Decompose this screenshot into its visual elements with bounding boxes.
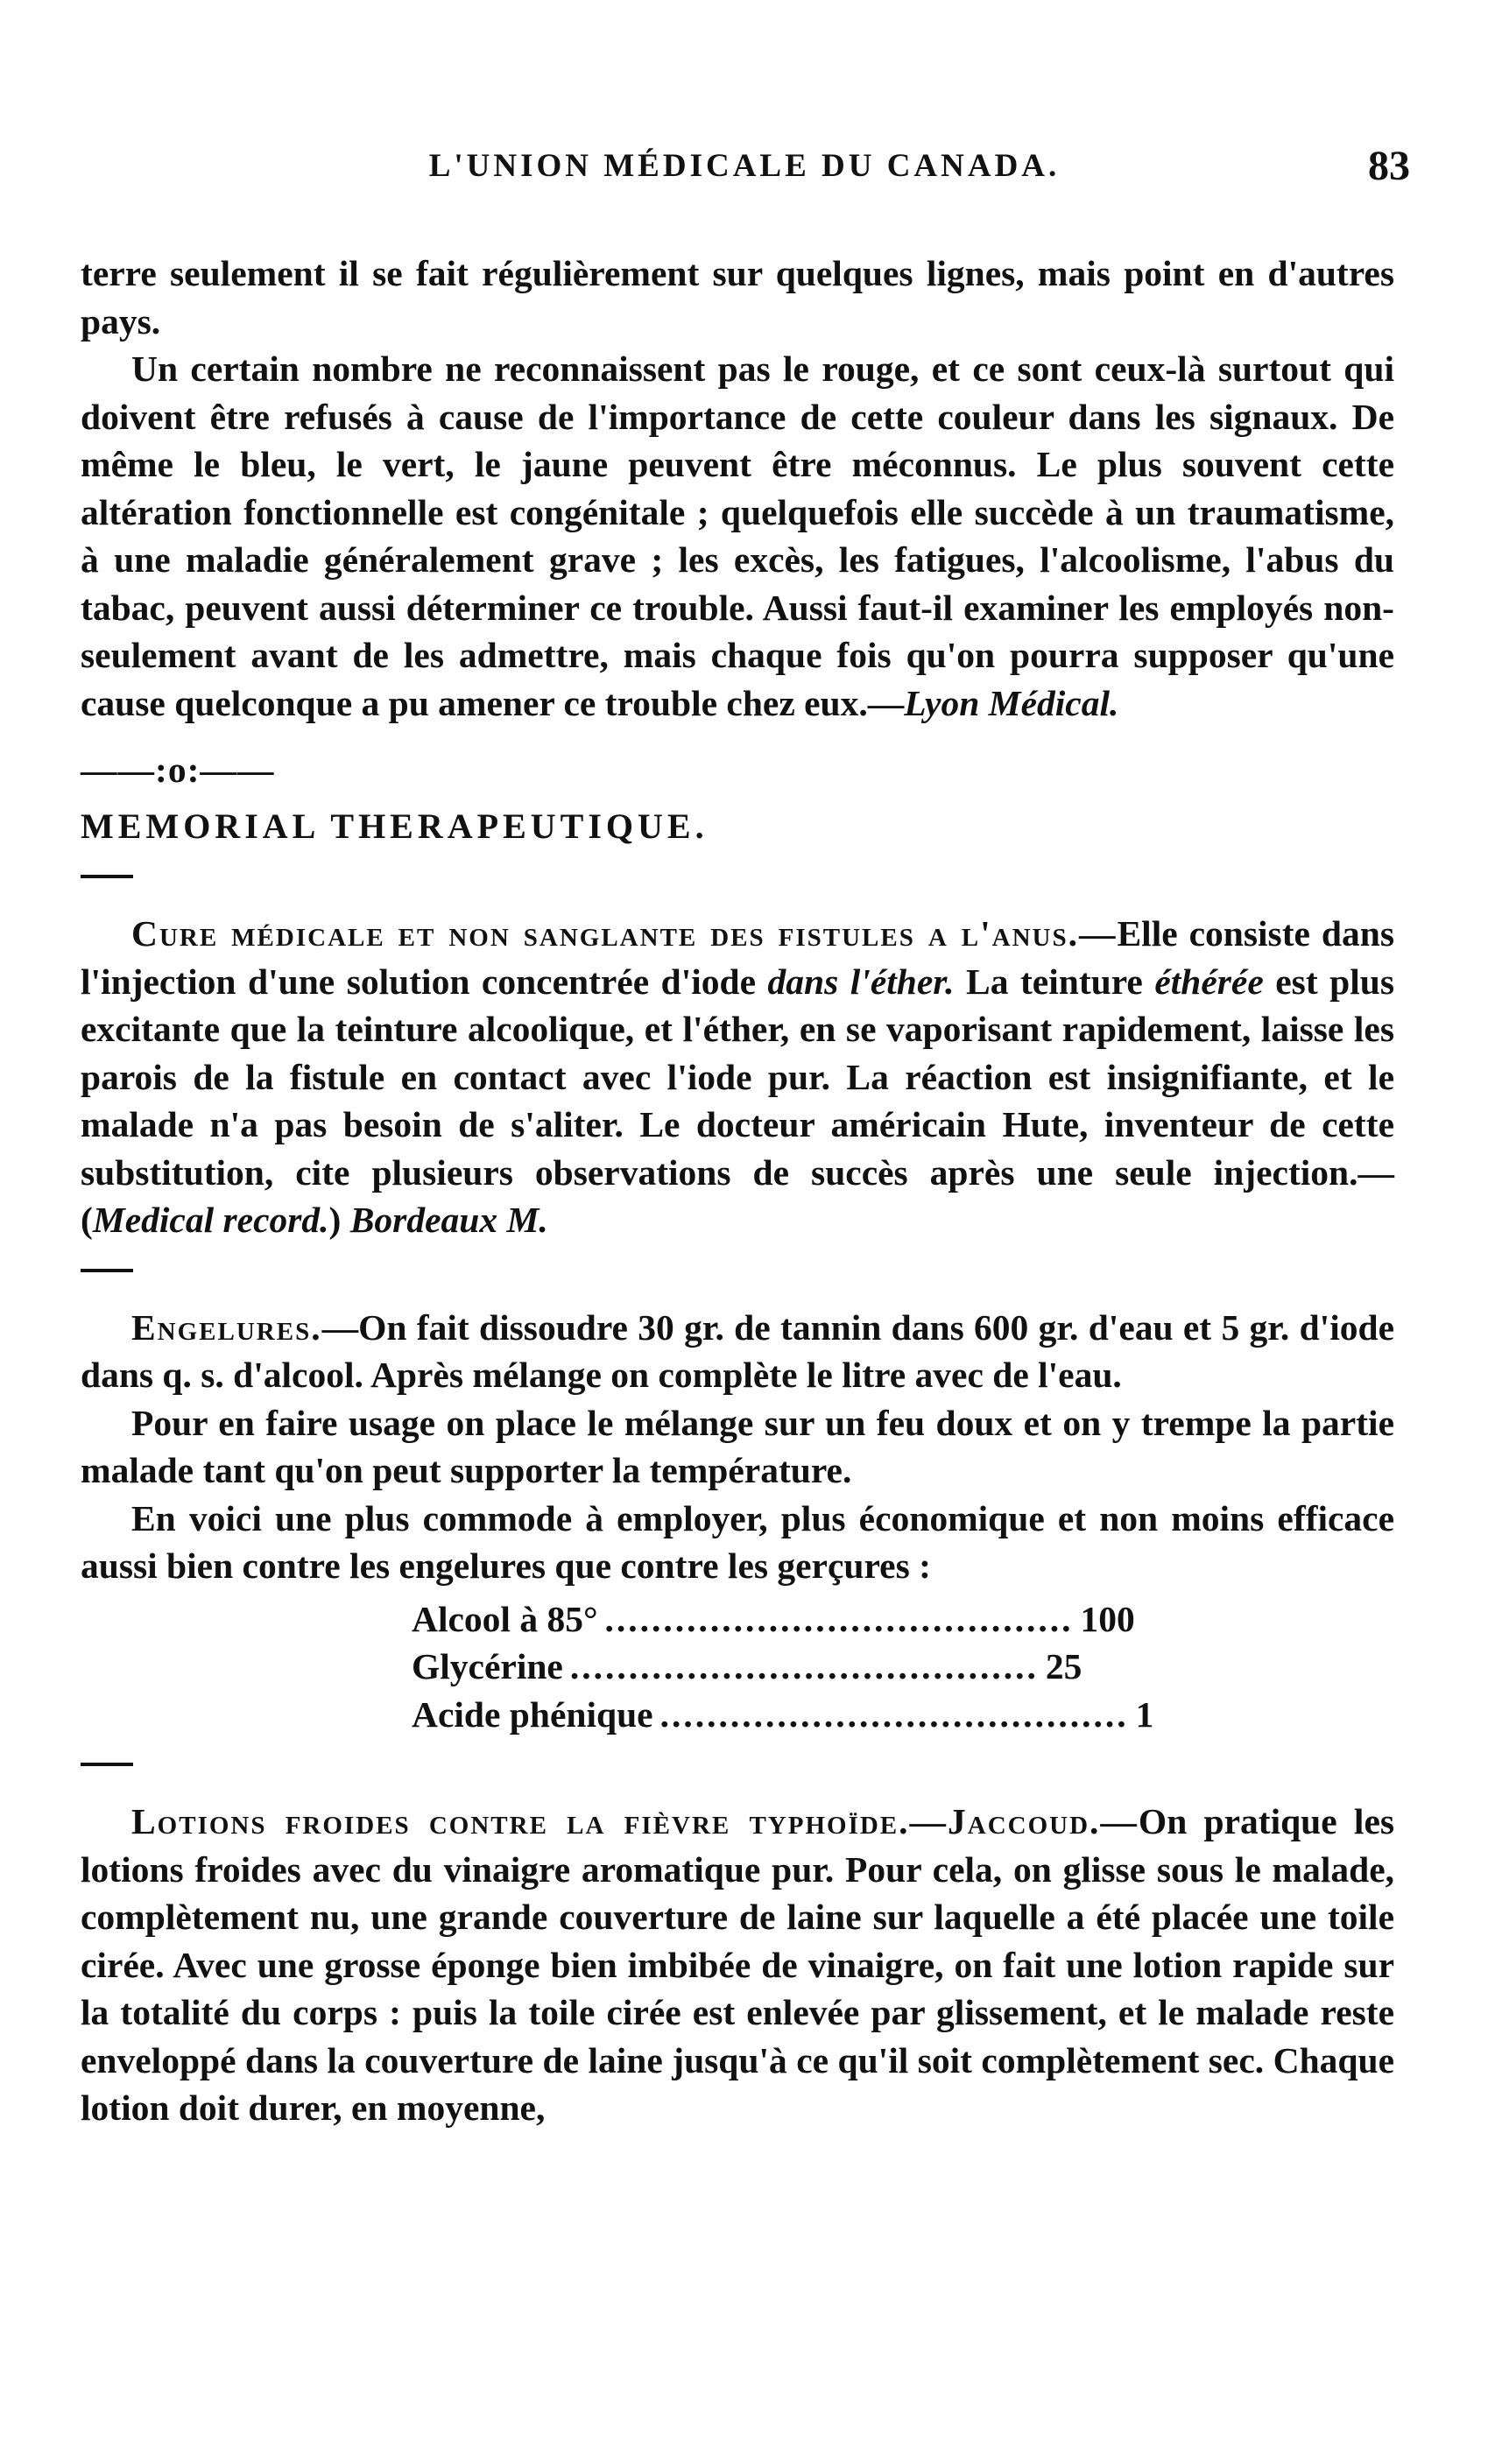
source-citation: Medical record.: [92, 1200, 329, 1240]
leader-dots: ........................................: [604, 1598, 1074, 1639]
recipe-list: [412, 1595, 1154, 1739]
recipe-ingredient: Acide phénique: [412, 1693, 653, 1735]
article-paragraph: Pour en faire usage on place le mélange sur un feu doux et on y trempe la partie malade tant qu'on peut supporter la température.: [81, 1402, 1394, 1490]
article-title: Engelures.: [131, 1306, 322, 1348]
article-italic: dans l'éther.: [767, 961, 955, 1002]
recipe-ingredient: Alcool à 85°: [412, 1598, 598, 1639]
leader-dots: ........................................: [659, 1693, 1129, 1735]
leader-dots: ........................................: [569, 1646, 1039, 1686]
paragraph-continuation: terre seulement il se fait régulièrement sur quelques lignes, mais point en d'autres pays.: [81, 253, 1394, 341]
article-engelures: [81, 1304, 1394, 1399]
article-italic: éthérée: [1154, 961, 1264, 1002]
divider: [81, 1250, 1394, 1285]
article-paragraph: En voici une plus commode à employer, plus économique et non moins efficace aussi bien contre les engelures que contre les gerçures :: [81, 1497, 1394, 1586]
article-text: —On fait dissoudre 30 gr. de tannin dans 600 gr. d'eau et 5 gr. d'iode dans q. s. d'alcool. Après mélange on complète le litre avec de l'eau.: [81, 1306, 1394, 1395]
recipe-quantity: 100: [1080, 1598, 1135, 1639]
divider: [81, 1743, 1394, 1778]
article-lotions: [81, 1798, 1394, 2132]
recipe-quantity: 25: [1045, 1646, 1082, 1686]
recipe-ingredient: Glycérine: [412, 1646, 563, 1686]
recipe-quantity: 1: [1135, 1693, 1154, 1735]
recipe-row: [412, 1643, 1082, 1691]
recipe-row: [412, 1691, 1154, 1739]
recipe-row: [412, 1595, 1135, 1644]
article-text: Elle consiste dans l'injection d'une solution concentrée d'iode: [81, 913, 1394, 1002]
separator: ——:o:——: [81, 750, 275, 790]
source-citation: Lyon Médical.: [904, 682, 1119, 723]
article-text: est plus excitante que la teinture alcoolique, et l'éther, en se vaporisant rapidement, laisse les parois de la fistule en contact avec l'iode pur. La réaction est insignifiante, et le malade n'a pas besoin de s'aliter. Le docteur américain Hute, inventeur de cette substitution, cite plusieurs observations de succès après une seule injection.—(: [81, 961, 1394, 1240]
article-text: On pratique les lotions froides avec du vinaigre aromatique pur. Pour cela, on glisse sous le malade, complètement nu, une grande couverture de laine sur laquelle a été placée une toile cirée. Avec une grosse éponge bien imbibée de vinaigre, on fait une lotion rapide sur la totalité du corps : puis la toile cirée est enlevée par glissement, et le malade reste enveloppé dans la couverture de laine jusqu'à ce qu'il soit complètement sec. Chaque lotion doit durer, en moyenne,: [81, 1801, 1395, 2128]
article-text: La teinture: [954, 961, 1155, 1002]
article-text: ): [328, 1200, 350, 1240]
paragraph-color-blindness: [81, 345, 1394, 727]
paragraph-text: Un certain nombre ne reconnaissent pas le rouge, et ce sont ceux-là surtout qui doivent être refusés à cause de l'importance de cette couleur dans les signaux. De même le bleu, le vert, le jaune peuvent être méconnus. Le plus souvent cette altération fonctionnelle est congénitale ; quelquefois elle succède à un traumatisme, à une maladie généralement grave ; les excès, les fatigues, l'alcoolisme, l'abus du tabac, peuvent aussi déterminer ce trouble. Aussi faut-il examiner les employés non-seulement avant de les admettre, mais chaque fois qu'on pourra supposer qu'une cause quelconque a pu amener ce trouble chez eux.—: [81, 348, 1394, 723]
article-title: Cure médicale et non sanglante des fistules a l'anus.—: [131, 913, 1118, 954]
source-citation: Bordeaux M.: [349, 1200, 548, 1240]
divider: [81, 855, 1394, 891]
running-head: [79, 143, 1410, 200]
page-number: 83: [1368, 143, 1410, 189]
article-fistules: [81, 910, 1394, 1244]
section-title: MEMORIAL THERAPEUTIQUE.: [81, 806, 709, 846]
article-title: Lotions froides contre la fièvre typhoïde.—Jaccoud.—: [131, 1801, 1139, 1841]
running-title: L'UNION MÉDICALE DU CANADA.: [428, 148, 1061, 184]
body-text: [81, 250, 1394, 2132]
